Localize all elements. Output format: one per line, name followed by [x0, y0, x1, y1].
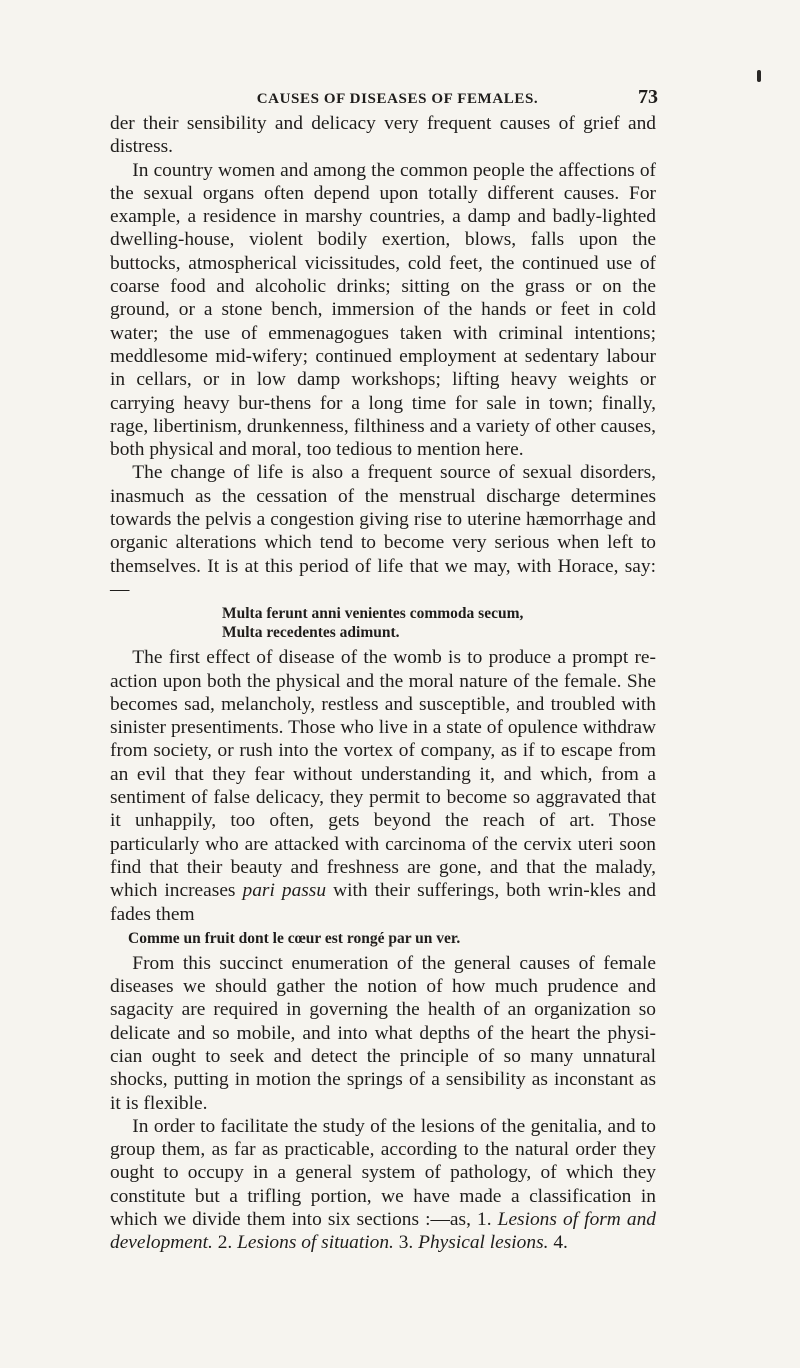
section-number: 4.: [553, 1232, 568, 1254]
italic-section-3: Physical lesions.: [418, 1232, 549, 1254]
paragraph-country-causes: In country women and among the common people the affections of the sexual organs often depend upon totally different causes. For example, a residence in marshy countries, a damp and badly-lighted dwelling-house, violent bodily exertion, blows, falls upon the buttocks, atmospherical vicissitudes, cold feet, the continued use of coarse food and alcoholic drinks; sitting on the grass or on the ground, or a stone bench, immersion of the hands or feet in cold water; the use of emmenagogues taken with criminal intentions; meddlesome mid-wifery; continued employment at sedentary labour in cellars, or in low damp workshops; lifting heavy weights or carrying heavy bur-thens for a long time for sale in town; finally, rage, libertinism, drunkenness, filthiness and a variety of other causes, both physical and moral, too tedious to mention here.: [110, 159, 656, 461]
text-segment: In order to facilitate the study of the lesions of the genitalia, and to group them, as far as practicable, according to the natural order they ought to occupy in a general system of pathology, of which they constitute but a trifling portion, we have made a classification in which we divide them into six sections :—as, 1.: [110, 1115, 656, 1231]
section-number: 2.: [217, 1232, 233, 1254]
italic-section-2: Lesions of situation.: [237, 1232, 394, 1254]
page-number: 73: [638, 86, 658, 108]
italic-section-1: Lesions of form and development.: [110, 1209, 656, 1254]
horace-quotation: [110, 604, 656, 642]
italic-phrase: pari passu: [242, 880, 327, 902]
quote-line: Comme un fruit dont le cœur est rongé par un ver.: [128, 929, 461, 947]
paragraph-first-effect: [110, 646, 656, 926]
french-quotation: [110, 929, 656, 948]
ink-speck: [757, 70, 761, 82]
text-segment: with their sufferings, both wrin-kles and fades them: [110, 880, 656, 925]
paragraph-change-of-life: The change of life is also a frequent source of sexual disorders, inasmuch as the cessation of the menstrual discharge determines towards the pelvis a congestion giving rise to uterine hæmorrhage and organic alterations which tend to become very serious when left to themselves. It is at this period of life that we may, with Horace, say:—: [110, 462, 656, 600]
quote-line-2: Multa recedentes adimunt.: [222, 624, 400, 642]
quote-line-1: Multa ferunt anni venientes commoda secum,: [222, 605, 524, 623]
running-title: CAUSES OF DISEASES OF FEMALES.: [256, 91, 539, 107]
body-text: [110, 112, 656, 1255]
paragraph-continued: der their sensibility and delicacy very frequent causes of grief and distress.: [110, 113, 656, 158]
text-segment: The first effect of disease of the womb is to produce a prompt re-action upon both the physical and the moral nature of the female. She becomes sad, melancholy, restless and susceptible, and troubled with sinister presentiments. Those who live in a state of opulence withdraw from society, or rush into the vortex of company, as if to escape from an evil that they fear without understanding it, and which, from a sentiment of false delicacy, they permit to become so aggravated that it unhappily, too often, gets beyond the reach of art. Those particularly who are attacked with carcinoma of the cervix uteri soon find that their beauty and freshness are gone, and that the malady, which increases: [110, 647, 656, 902]
section-number: 3.: [398, 1232, 414, 1254]
paragraph-classification: [110, 1115, 656, 1255]
paragraph-enumeration: From this succinct enumeration of the general causes of female diseases we should gather the notion of how much prudence and sagacity are required in governing the health of an organization so delicate and so mobile, and into what depths of the heart the physi-cian ought to seek and detect the principle of so many unnatural shocks, putting in motion the springs of a sensibility as inconstant as it is flexible.: [110, 952, 656, 1114]
